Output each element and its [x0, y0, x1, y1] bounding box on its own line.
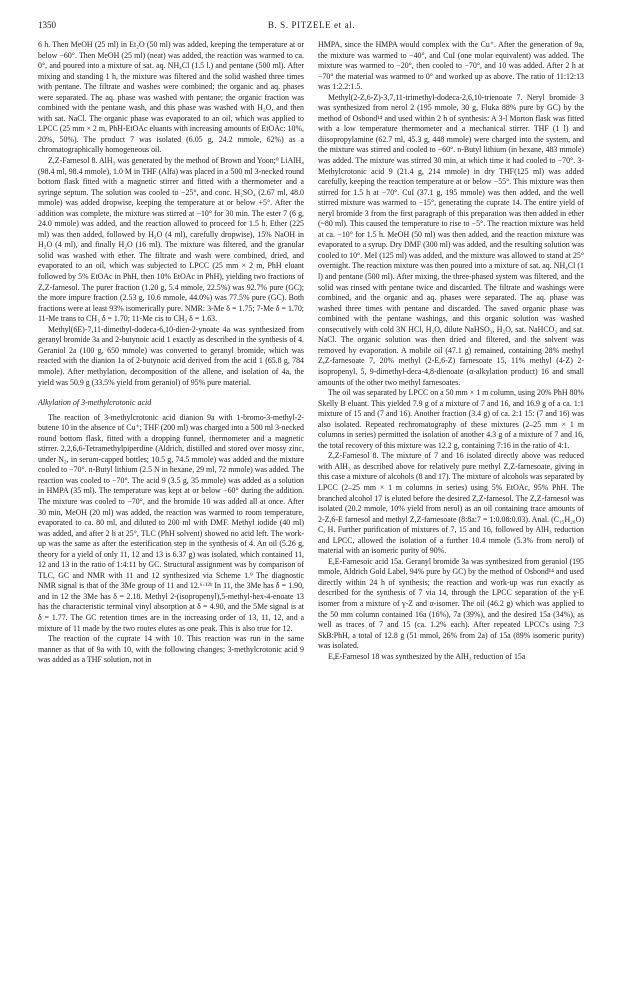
paragraph: E,E-Farnesol 18 was synthesized by the AlH₃ reduction of 15a: [328, 651, 526, 661]
paragraph: E,E-Farnesoic acid 15a. Geranyl bromide 3a was synthesized from geraniol (195 mmole, Aldrich Gold Label, 94% pure by GC) by the method of Osbond¹⁴ and used directly within 24 h of synthesis; the reaction and work-up was run exactly as described for the synthesis of 7 via 14, through the LPCC separation of the γ-E isomer from a mixture of γ-Z and α-isomer. The oil (46.2 g) which was applied to the 50 mm column contained 16a (16%), 7a (39%), and the desired 15a (34%), as well as traces of 7 and 15 (ca. 1.2% each). After repeated LPCC's using 7:3 SkB:PhH, a total of 12.8 g (51 mmol, 26% from 2a) of 15a (89% isomeric purity) was isolated.: [318, 556, 584, 651]
paragraph: The oil was separated by LPCC on a 50 mm × 1 m column, using 20% PhH 80% Skelly B eluant. This yielded 7.9 g of a mixture of 7 and 16, and 16.9 g of a ca. 1:1 mixture of 15 and (7 and 16). Another fraction (3.4 g) of ca. 2:1 15: (7 and 16) was also isolated. Repeated rechromatography of these mixtures (2–25 mm × 1 m columns in series) permitted the isolation of another 4.3 g of a mixture of 7 and 16, the total recovery of this mixture was 12.2 g, containing 7:16 in the ratio of 4:1.: [318, 388, 584, 450]
paragraph: The reaction of the cuprate 14 with 10. This reaction was run in the same manner as that of 9a with 10, with the following changes; 3-methylcrotonic acid 9 was added as a THF solution, not in: [38, 634, 304, 665]
section-heading: Alkylation of 3-methylcrotonic acid: [38, 398, 152, 408]
right-column: [318, 40, 584, 995]
paragraph: 6 h. Then MeOH (25 ml) in Et₂O (50 ml) was added, keeping the temperature at or below −60°. Then MeOH (25 ml) (neat) was added, the reaction was warmed to ca. 0°, and poured into a mixture of sat. aq. NH₄Cl (1.5 l.) and pentane (500 ml). After mixing and standing 1 h, the mixture was filtered and the solid washed three times with pentane. The filtrate and washes were combined; the organic and aq. phases were separated. The aq. phase was washed with pentane; the organic fraction was combined with the pentane wash, and this phase was washed with H₂O, and then with sat. NaCl. The organic phase was evaporated to an oil, which was applied to LPCC (25 mm × 2 m, PhH-EtOAc eluants with increasing amounts of EtOAc: 10%, 20%, 50%). The product 7 was isolated (6.05 g, 24.2 mmole, 62%) as a chromatographically homogeneous oil.: [38, 40, 304, 155]
paragraph: Methyl(6E)-7,11-dimethyl-dodeca-6,10-dien-2-ynoate 4a was synthesized from geranyl bromide 3a and 2-butynoic acid 1 exactly as described in the synthesis of 4. Geraniol 2a (100 g, 650 mmole) was converted to geranyl bromide, which was reacted with the dianion 1a of 2-butynoic acid derived from the acid 1 (65.8 g, 784 mmole). After methylation, decomposition of the allene, and isolation of 4a, the yield was 50.9 g (33.5% yield from geraniol) of 95% pure material.: [38, 324, 304, 387]
paragraph: Z,Z-Farnesol 8. AlH₃ was generated by the method of Brown and Yoon;⁹ LiAlH₄ (98.4 ml, 98.4 mmole), 1.0 M in THF (Alfa) was placed in a 500 ml 3-necked round bottom flask fitted with a magnetic stirrer and fitted with a thermometer and a syringe septum. The solution was cooled to −25°, and conc. H₂SO₄ (2.67 ml, 48.0 mmole) was added dropwise, keeping the temperature at or below +5°. After the addition was complete, the mixture was stirred at −10° for 30 min. The ester 7 (6 g, 24.0 mmole) was added, and the reaction allowed to proceed for 1.5 h. Ether (225 ml) was then added, followed by H₂O (4 ml), carefully dropwise), 15% NaOH in H₂O (4 ml), and finally H₂O (16 ml). The mixture was filtered, and the granular solid was washed with ether. The filtrate and wash were combined, dried, and evaporated to an oil, which was subjected to LPCC (25 mm × 2 m, PhH eluant followed by 5% EtOAc in PhH, then 10% EtOAc in PhH), yielding two fractions of Z,Z-farnesol. The purer fraction (1.20 g, 5.4 mmole, 22.5%) was 92.7% pure (GC); the more impure fraction (2.53 g, 10.6 mmole, 44.0%) was 77.5% pure (GC). Both fractions were at least 93% isomerically pure. NMR: 3-Me δ = 1.75; 7-Me δ = 1.70; 11-Me trans to CH₃ δ = 1.70; 11-Me cis to CH₃ δ = 1.63.: [38, 156, 304, 324]
left-column: [38, 40, 304, 995]
page-number: 1350: [38, 20, 56, 30]
paragraph: The reaction of 3-methylcrotonic acid dianion 9a with 1-bromo-3-methyl-2-butene 10 in the absence of Cu⁺; THF (200 ml) was charged into a 500 ml 3-necked round bottom flask, fitted with a dropping funnel, thermometer and a magnetic stirrer. 2,2,6,6-Tetramethylpiperdine (Aldrich, distilled and stored over mossy zinc, under N₂, in serum-capped bottles; 10.5 g, 74.5 mmole) was added and the mixture cooled to −70°. n-Butyl lithium (2.5 N in hexane, 29 ml, 72 mmole) was added. The reaction was cooled to −70°. The acid 9 (3.5 g, 35 mmole) was added as a solution in HMPA (35 ml). The temperature was kept at or below −60° during the addition. The mixture was cooled to −70°, and the bromide 10 was added all at once. After 30 min, MeOH (20 ml) was added, the reaction was warmed to room temperature, evaporated to ca. 80 ml, and diluted to 200 ml with DMF. Methyl iodide (40 ml) was added, and after 2 h at 25°, TLC (PhH solvent) showed no acid left. The work-up was the same as after the esterification step in the synthesis of 4. An oil (5.26 g, theory for a yield of only 11, 12 and 13 is 6.37 g) was isolated, which contained 11, 12 and 13 in the ratio of 1:4:11 by GC. Structural assignment was by comparison of TLC, GC and NMR with 11 and 12 synthesized via Scheme 1.⁹ The diagnostic NMR signal is that of the 3Me group of 11 and 12.⁶·¹²ᵇ In 11, the 3Me has δ = 1.90, and in 12 the 3Me has δ = 2.18. Methyl 2-(isopropenyl),5-methyl-hex-4-enoate 13 has the characteristic terminal vinyl absorption at δ = 4.90, and the 5Me signal is at δ = 1.77. The GC retention times are in the increasing order of 13, 11, 12, and a mixture of 11 made by the two routes elutes as one peak. This is also true for 12.: [38, 412, 304, 633]
paragraph: HMPA, since the HMPA would complex with the Cu⁺. After the generation of 9a, the mixture was warmed to −40°, and CuI (one molar equivalent) was added. The mixture was warmed to −20°, then cooled to −70°, and 10 was added. After 2 h at −70° the material was warmed to 0° and worked up as above. The ratio of 11:12:13 was 1:2.2:1.5.: [318, 40, 584, 92]
running-header: [38, 18, 585, 32]
paragraph: Methyl(2-Z,6-Z)-3,7,11-trimethyl-dodeca-2,6,10-trienoate 7. Neryl bromide 3 was synthesized from nerol 2 (195 mmole, 30 g, Fluka 88% pure by GC) by the method of Osbond¹⁴ and used within 2 h of synthesis: A 3-l Morton flask was fitted with a low temperature thermometer and a mechanical stirrer. THF (1 l) and diisopropylamine (62.7 ml, 45.3 g, 448 mmole) were charged into the system, and the mixture was stirred and cooled to −60°. n-Butyl lithium (in hexane, 483 mmole) was added. The mixture was stirred 30 min, at which time it had cooled to −70°. 3-Methylcrotonic acid 9 (21.4 g, 214 mmole) in dry THF(125 ml) was added carefully, keeping the reaction temperature at or below −55°. This mixture was then stirred for 1.5 h at −70°. CuI (37.1 g, 195 mmole) was then added, and the well stirred mixture was warmed to −15°, generating the cuprate 14. The entire yield of neryl bromide 3 from the first paragraph of this preparation was then added in ether (~80 ml). This caused the temperature to rise to −5°. The reaction mixture was held at ca. −10° for 1.5 h. MeOH (50 ml) was then added, and the reaction mixture was evaporated to a syrup. Dry DMF (300 ml) was added, and the resulting solution was cooled to 10°. MeI (125 ml) was added, and the mixture was allowed to stand at 25° overnight. The reaction mixture was then poured into a mixture of sat. aq. NH₄Cl (1 l) and pentane (500 ml). After mixing, the three-phased system was filtered, and the solid was rinsed with pentane twice and discarded. The filtrate and washings were combined, and the organic and aq. phases were separated. The aq. phase was washed three times with pentane and discarded. The saved organic phase was combined with the pentane washings, and this organic solution was washed consecutively with cold 3N HCl, H₂O, dilute NaHSO₃, H₂O, sat. NaHCO₃ and sat. NaCl. The organic solution was then dried and filtered, and the solvent was removed by evaporation. A mobile oil (47.1 g) remained, containing 28% methyl Z,Z-farnesoate 7, 20% methyl (2-E,6-Z) farnesoate 15, 11% methyl (4-Z) 2-isopropenyl, 5, 9-dimethyl-deca-4,8-dienoate (α-alkylation product) 16 and small amounts of the other two methyl farnesoates.: [318, 92, 584, 387]
paragraph: Z,Z-Farnesol 8. The mixture of 7 and 16 isolated directly above was reduced with AlH₃ as described above for relatively pure methyl Z,Z-farnesoate, giving in this case a mixture of alcohols (8 and 17). The mixture of alcohols was separated by LPCC (2–25 mm × 1 m columns in series) using 5% EtOAc, 95% PhH. The branched alcohol 17 is eluted before the desired Z,Z-farnesol. The Z,Z-farnesol was isolated (20.2 mmole, 10% yield from nerol) as an oil containing trace amounts of 2-Z,6-E farnesol and methyl Z,Z-farnesoate (8:8a:7 = 1:0.08:0.03). Anal. (C₁₅H₂₆O) C, H. Further purification of mixtures of 7, 15 and 16, followed by AlH₃ reduction and LPCC, allowed the isolation of a further 10.4 mmole (5.3% from nerol) of material with an isomeric purity of 90%.: [318, 451, 584, 556]
running-authors: B. S. PITZELE et al.: [267, 20, 356, 30]
